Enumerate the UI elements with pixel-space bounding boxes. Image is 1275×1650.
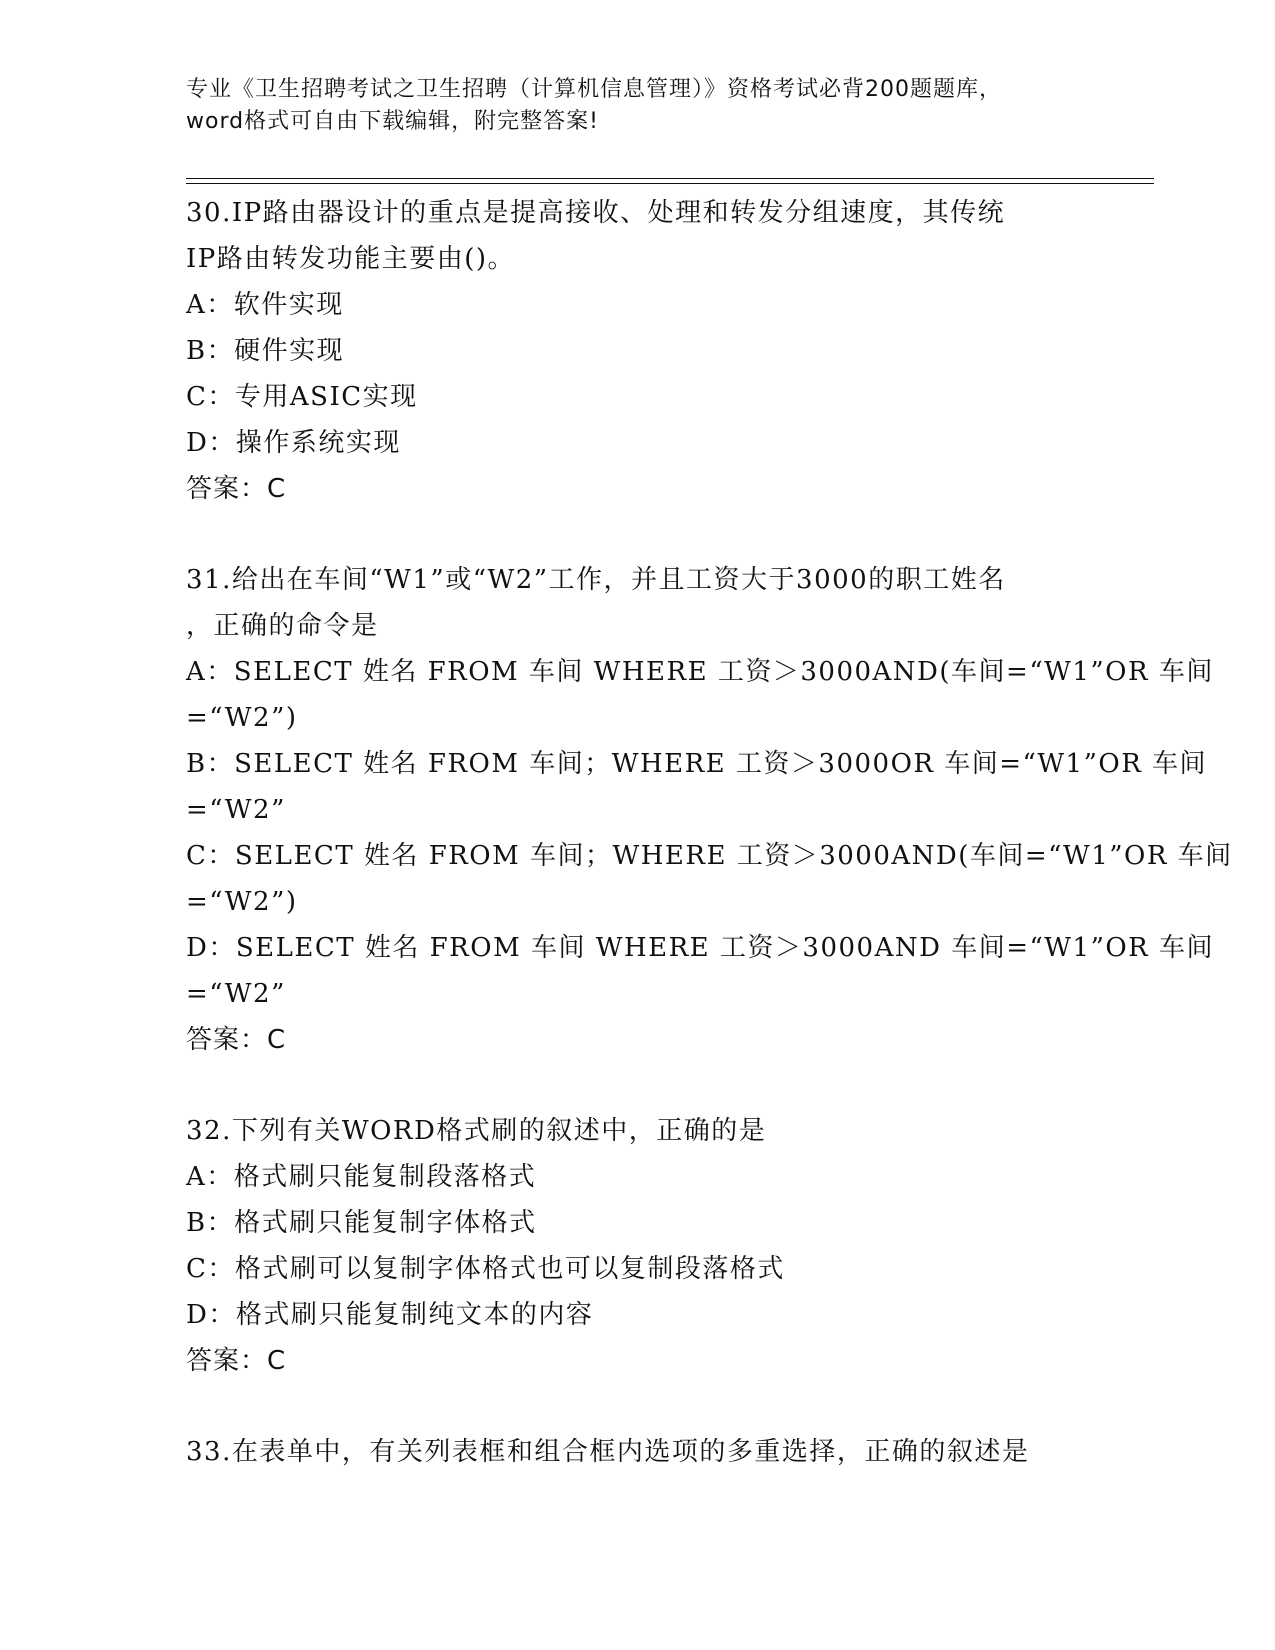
option-line: D：操作系统实现 <box>186 428 401 458</box>
question-list <box>186 190 1233 1520</box>
option-line: =“W2”) <box>186 703 298 733</box>
header-divider-top <box>186 178 1154 179</box>
question-stem-line: 33.在表单中，有关列表框和组合框内选项的多重选择，正确的叙述是 <box>186 1437 1030 1467</box>
question-block <box>186 1108 1086 1384</box>
question-stem-line: 30.IP路由器设计的重点是提高接收、处理和转发分组速度，其传统 <box>186 198 1006 228</box>
question-stem-line: IP路由转发功能主要由()。 <box>186 244 516 274</box>
header-divider-bottom <box>186 183 1154 184</box>
answer-line: 答案：C <box>186 1346 287 1376</box>
option-line: D：SELECT 姓名 FROM 车间 WHERE 工资＞3000AND 车间=“W1”OR 车间 <box>186 933 1215 963</box>
question-stem-line: 32.下列有关WORD格式刷的叙述中，正确的是 <box>186 1116 767 1146</box>
option-line: B：格式刷只能复制字体格式 <box>186 1208 537 1238</box>
question-block <box>186 1429 1086 1475</box>
header-title-line-2: word格式可自由下载编辑，附完整答案! <box>186 109 599 134</box>
document-header <box>186 74 1086 138</box>
question-block <box>186 557 1233 1063</box>
question-stem-line: 31.给出在车间“W1”或“W2”工作，并且工资大于3000的职工姓名 <box>186 565 1006 595</box>
answer-line: 答案：C <box>186 1025 287 1055</box>
option-line: B：SELECT 姓名 FROM 车间；WHERE 工资＞3000OR 车间=“W1”OR 车间 <box>186 749 1208 779</box>
option-line: A：SELECT 姓名 FROM 车间 WHERE 工资＞3000AND(车间=“W1”OR 车间 <box>186 657 1214 687</box>
question-stem-line: ，正确的命令是 <box>186 611 379 641</box>
header-title-line-1: 专业《卫生招聘考试之卫生招聘（计算机信息管理）》资格考试必背200题题库， <box>186 77 1002 102</box>
question-block <box>186 190 1086 512</box>
option-line: C：格式刷可以复制字体格式也可以复制段落格式 <box>186 1254 785 1284</box>
option-line: =“W2”) <box>186 887 298 917</box>
option-line: C：专用ASIC实现 <box>186 382 418 412</box>
option-line: D：格式刷只能复制纯文本的内容 <box>186 1300 594 1330</box>
option-line: A：软件实现 <box>186 290 344 320</box>
answer-line: 答案：C <box>186 474 287 504</box>
option-line: =“W2” <box>186 795 286 825</box>
option-line: B：硬件实现 <box>186 336 345 366</box>
option-line: A：格式刷只能复制段落格式 <box>186 1162 537 1192</box>
option-line: =“W2” <box>186 979 286 1009</box>
option-line: C：SELECT 姓名 FROM 车间；WHERE 工资＞3000AND(车间=“W1”OR 车间 <box>186 841 1233 871</box>
